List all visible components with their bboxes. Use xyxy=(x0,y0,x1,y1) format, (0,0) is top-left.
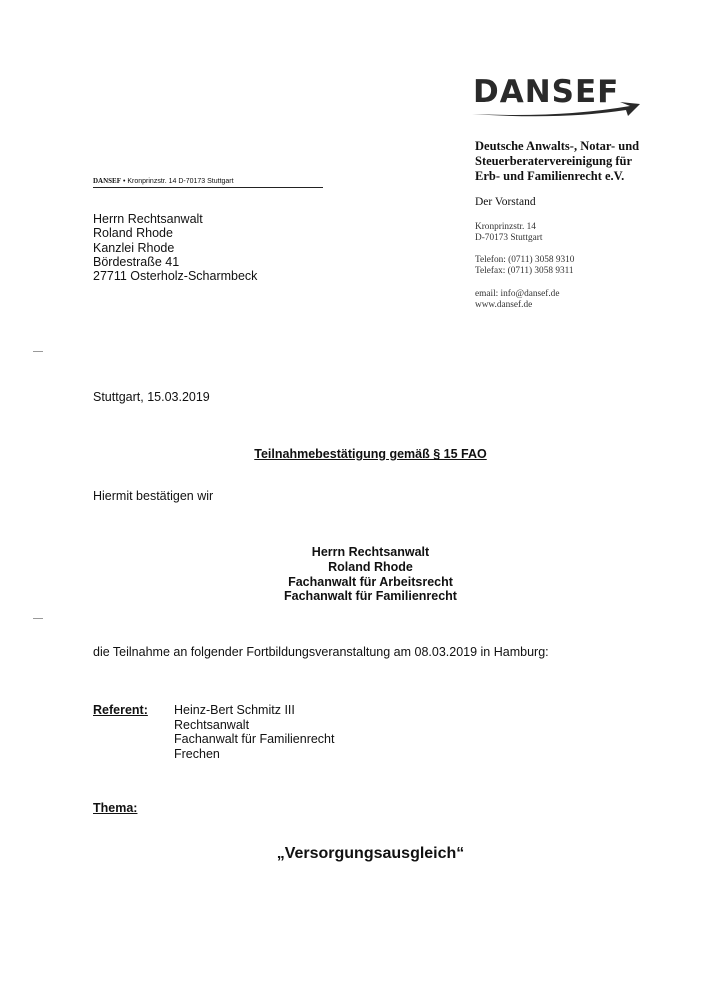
honoree-block: Herrn Rechtsanwalt Roland Rhode Fachanwalt für Arbeitsrecht Fachanwalt für Familienrecht xyxy=(284,545,457,604)
letterhead-phone: Telefon: (0711) 3058 9310 Telefax: (0711) 3058 9311 xyxy=(475,255,575,276)
letterhead-address: Kronprinzstr. 14 D-70173 Stuttgart xyxy=(475,222,543,243)
dansef-logo: DANSEF xyxy=(473,74,620,110)
organization-name: Deutsche Anwalts-, Notar- und Steuerberatervereinigung für Erb- und Familienrecht e.V. xyxy=(475,139,640,183)
thema-label: Thema: xyxy=(93,801,138,815)
email-link[interactable]: email: info@dansef.de xyxy=(475,289,560,299)
sender-return-line: DANSEF • Kronprinzstr. 14 D-70173 Stuttgart xyxy=(93,177,323,188)
letter-date: Stuttgart, 15.03.2019 xyxy=(93,390,210,404)
referent-label: Referent: xyxy=(93,703,148,717)
logo-swoosh-icon xyxy=(470,96,642,118)
recipient-address: Herrn Rechtsanwalt Roland Rhode Kanzlei Rhode Bördestraße 41 27711 Osterholz-Scharmbeck xyxy=(93,212,258,284)
event-text: die Teilnahme an folgender Fortbildungsveranstaltung am 08.03.2019 in Hamburg: xyxy=(93,645,549,659)
website-link[interactable]: www.dansef.de xyxy=(475,300,533,310)
referent-details: Heinz-Bert Schmitz III Rechtsanwalt Fachanwalt für Familienrecht Frechen xyxy=(174,703,335,761)
board-label: Der Vorstand xyxy=(475,196,536,208)
intro-text: Hiermit bestätigen wir xyxy=(93,489,214,503)
fold-mark xyxy=(33,351,43,352)
letterhead-contact xyxy=(475,289,559,311)
fold-mark xyxy=(33,618,43,619)
thema-title: „Versorgungsausgleich“ xyxy=(276,845,465,862)
letter-subject: Teilnahmebestätigung gemäß § 15 FAO xyxy=(254,447,487,461)
